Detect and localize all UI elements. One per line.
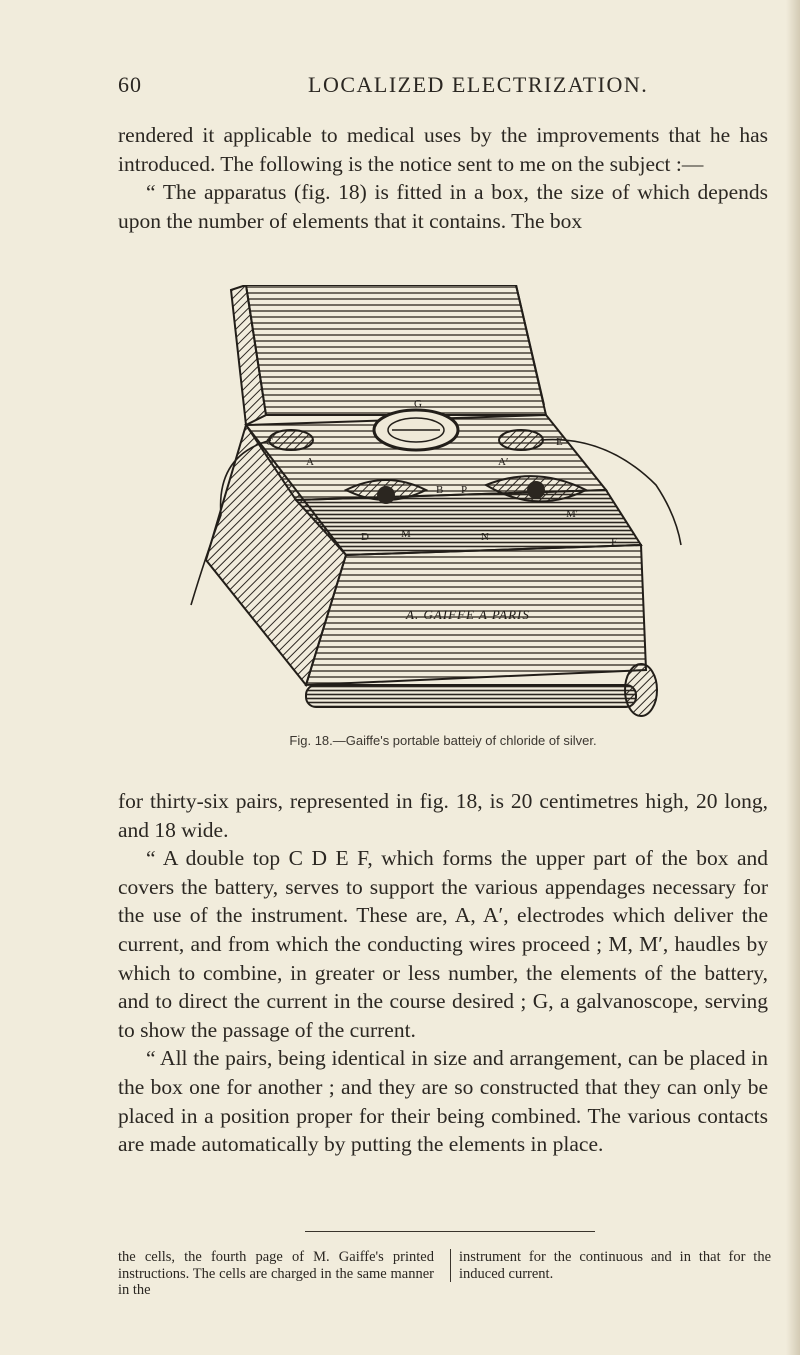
figure-battery-illustration [186,285,686,733]
running-head [118,72,768,102]
battery-engraving [186,285,686,733]
label-e: E [556,436,563,448]
electrode-a [269,430,313,450]
label-c: C [266,436,274,448]
electrode-a-prime [499,430,543,450]
label-m: M [401,528,411,540]
quote-paragraph-start: “ The apparatus (fig. 18) is fitted in a box, the size of which depends upon the number of elements that it contains. The box [118,180,768,233]
figure-caption: Fig. 18.—Gaiffe's portable batteiy of chloride of silver. [289,733,597,748]
label-m-prime: M′ [566,508,579,520]
bottom-rod [306,685,636,707]
continuation-paragraph: for thirty-six pairs, represented in fig. 18, is 20 centimetres high, 20 long, and 18 wide. [118,789,768,842]
lid-inner [246,285,546,415]
label-n: N [481,531,489,543]
all-pairs-paragraph: “ All the pairs, being identical in size and arrangement, can be placed in the box one for another ; and they are so constructed that they can only be placed in a position proper for their being combined. The various contacts are made automatically by putting the elements in place. [118,1046,768,1157]
body-text-bottom [118,787,768,1159]
footnote-right-column: instrument for the continuous and in that for the induced current. [450,1249,771,1282]
label-f: F [611,536,618,548]
rod-end-cap [625,664,657,716]
double-top-paragraph: “ A double top C D E F, which forms the upper part of the box and covers the battery, serves to support the various appendages necessary for the use of the instrument. These are, A, A′, electrodes which deliver the current, and from which the conducting wires proceed ; M, M′, haudles by which to combine, in greater or less number, the elements of the battery, and to direct the current in the course desired ; G, a galvanoscope, serving to show the passage of the current. [118,846,768,1042]
page-edge-shadow [786,0,800,1355]
footnote-rule [305,1231,595,1232]
top-bevel [296,490,641,555]
label-b: B [436,484,444,496]
label-p: P [461,484,468,496]
label-a: A [306,456,314,468]
maker-inscription: A. GAIFFE A PARIS [406,607,530,622]
label-a-prime: A′ [498,456,509,468]
handle-m-knob [377,486,395,504]
footnote-left-column: the cells, the fourth page of M. Gaiffe's printed instructions. The cells are charged in the same manner in the [118,1249,434,1298]
page-number: 60 [118,72,142,97]
running-title: LOCALIZED ELECTRIZATION. [308,72,649,97]
body-text-top [118,121,768,235]
label-d: D [361,531,369,543]
footnotes [118,1249,771,1313]
label-g: G [414,398,422,410]
intro-paragraph: rendered it applicable to medical uses by the improvements that he has introduced. The following is the notice sent to me on the subject :— [118,123,768,176]
handle-m-prime-knob [527,481,545,499]
